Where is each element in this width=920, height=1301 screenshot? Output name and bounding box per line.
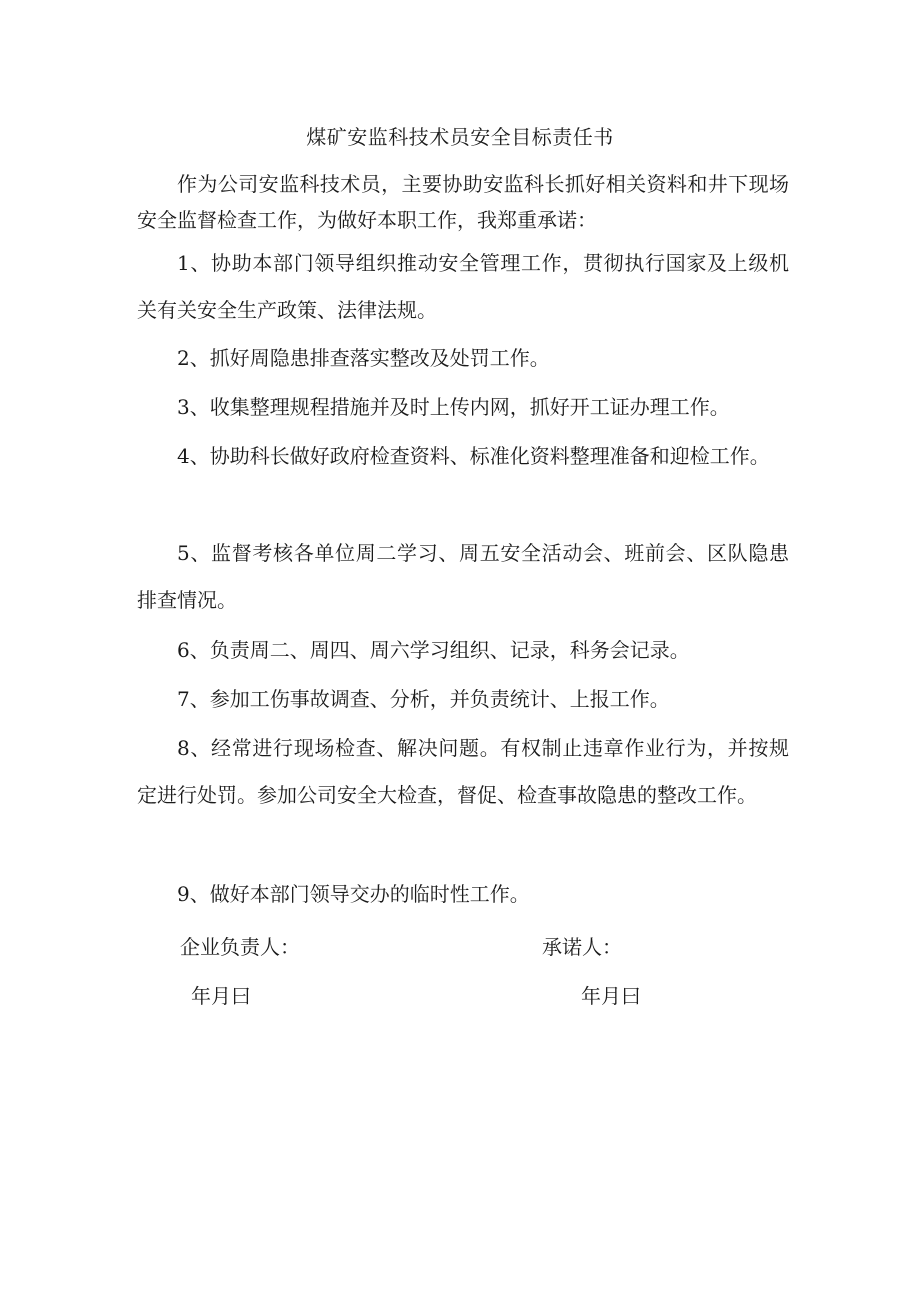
duty-item-4: 4、协助科长做好政府检查资料、标准化资料整理准备和迎检工作。 xyxy=(177,444,770,468)
duty-item-7: 7、参加工伤事故调查、分析，并负责统计、上报工作。 xyxy=(177,687,670,711)
duty-item-1: 1、协助本部门领导组织推动安全管理工作，贯彻执行国家及上级机关有关安全生产政策、法律法规。 xyxy=(137,251,789,322)
duty-item-3: 3、收集整理规程措施并及时上传内网，抓好开工证办理工作。 xyxy=(177,395,730,419)
duty-item-9: 9、做好本部门领导交办的临时性工作。 xyxy=(177,882,530,906)
intro-paragraph: 作为公司安监科技术员，主要协助安监科长抓好相关资料和井下现场安全监督检查工作，为做好本职工作，我郑重承诺： xyxy=(137,172,789,232)
document-title: 煤矿安监科技术员安全目标责任书 xyxy=(306,125,614,149)
duty-item-5: 5、监督考核各单位周二学习、周五安全活动会、班前会、区队隐患排查情况。 xyxy=(137,541,789,612)
duty-item-8: 8、经常进行现场检查、解决问题。有权制止违章作业行为，并按规定进行处罚。参加公司安全大检查，督促、检查事故隐患的整改工作。 xyxy=(137,736,789,807)
duty-item-2: 2、抓好周隐患排查落实整改及处罚工作。 xyxy=(177,346,550,370)
promisor-date: 年月曰 xyxy=(581,984,641,1008)
enterprise-head-signature-label: 企业负责人： xyxy=(180,935,300,959)
enterprise-head-date: 年月曰 xyxy=(191,984,251,1008)
promisor-signature-label: 承诺人： xyxy=(542,935,622,959)
duty-item-6: 6、负责周二、周四、周六学习组织、记录，科务会记录。 xyxy=(177,638,690,662)
